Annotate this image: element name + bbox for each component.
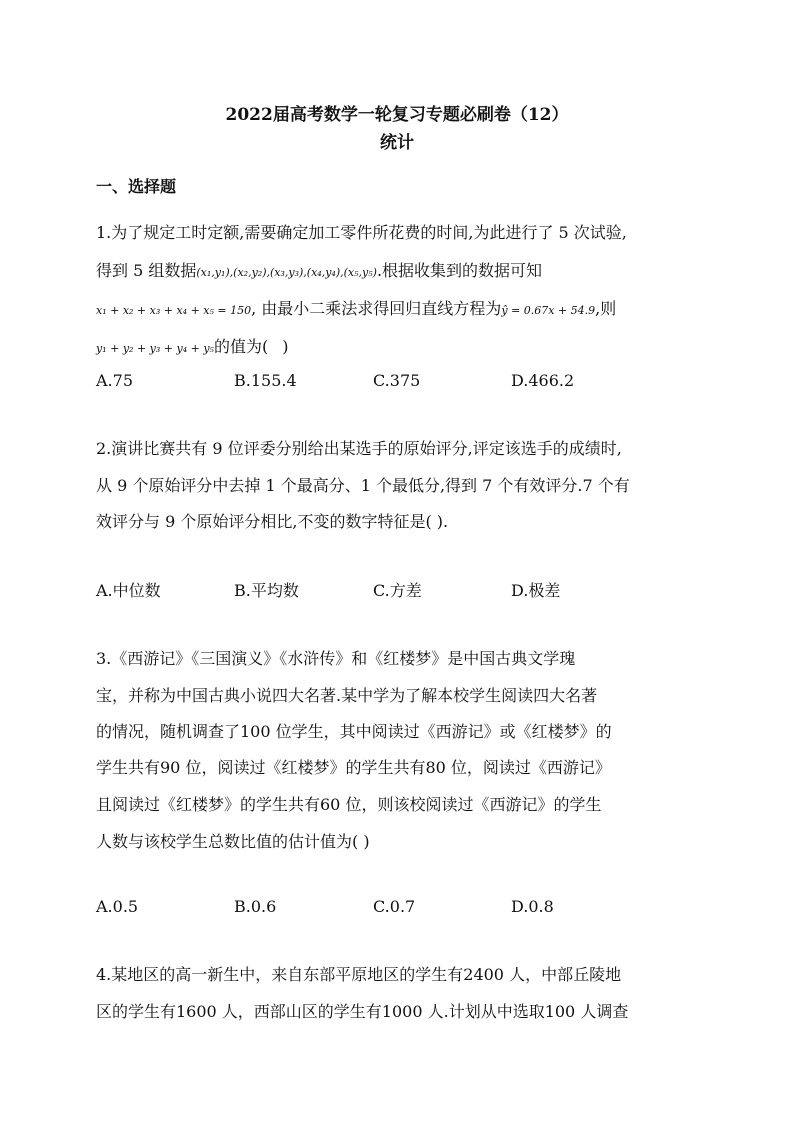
q3-line-2: 宝，并称为中国古典小说四大名著.某中学为了解本校学生阅读四大名著 (96, 686, 598, 705)
q1-line-3-suffix: ,则 (595, 299, 617, 318)
q1-line-3-mid: , 由最小二乘法求得回归直线方程为 (251, 299, 502, 318)
q1-option-b: B.155.4 (234, 371, 297, 390)
q1-option-d: D.466.2 (511, 371, 575, 390)
q2-line-3: 效评分与 9 个原始评分相比,不变的数字特征是( ). (96, 512, 449, 531)
q3-line-4: 学生共有90 位，阅读过《红楼梦》的学生共有80 位，阅读过《西游记》 (96, 758, 611, 777)
q1-data-points-formula: (x₁,y₁),(x₂,y₂),(x₃,y₃),(x₄,y₄),(x₅,y₅) (196, 266, 377, 279)
page-subtitle: 统计 (380, 133, 414, 153)
q1-line-4-close: ) (282, 337, 289, 356)
q3-option-b: B.0.6 (234, 897, 277, 916)
q1-line-4 (96, 334, 288, 357)
q1-line-3 (96, 296, 616, 319)
q1-line-2-prefix: 得到 5 组数据 (96, 261, 197, 280)
q3-line-5: 且阅读过《红楼梦》的学生共有60 位，则该校阅读过《西游记》的学生 (96, 795, 602, 814)
q3-line-6: 人数与该校学生总数比值的估计值为( ) (96, 832, 370, 851)
q4-line-2: 区的学生有1600 人，西部山区的学生有1000 人.计划从中选取100 人调查 (96, 1002, 629, 1021)
q1-sum-y-formula: y₁ + y₂ + y₃ + y₄ + y₅ (96, 342, 214, 355)
q1-line-2 (96, 258, 542, 281)
q3-line-3: 的情况，随机调查了100 位学生，其中阅读过《西游记》或《红楼梦》的 (96, 722, 612, 741)
q3-option-c: C.0.7 (373, 897, 416, 916)
q1-line-1: 1.为了规定工时定额,需要确定加工零件所花费的时间,为此进行了 5 次试验, (96, 223, 627, 242)
q1-sum-x-formula: x₁ + x₂ + x₃ + x₄ + x₅ = 150 (96, 304, 252, 317)
q1-regression-formula: ŷ = 0.67x + 54.9 (501, 304, 596, 317)
q2-option-b: B.平均数 (234, 581, 299, 600)
q2-option-d: D.极差 (511, 581, 561, 600)
q3-line-1: 3.《西游记》《三国演义》《水浒传》和《红楼梦》是中国古典文学瑰 (96, 649, 576, 668)
q1-line-4-suffix: 的值为( (213, 337, 269, 356)
q3-option-d: D.0.8 (511, 897, 554, 916)
q2-line-2: 从 9 个原始评分中去掉 1 个最高分、1 个最低分,得到 7 个有效评分.7 个有 (96, 476, 630, 495)
q2-option-c: C.方差 (373, 581, 422, 600)
q4-line-1: 4.某地区的高一新生中，来自东部平原地区的学生有2400 人，中部丘陵地 (96, 965, 622, 984)
q1-line-2-suffix: .根据收集到的数据可知 (376, 261, 543, 280)
q3-option-a: A.0.5 (96, 897, 139, 916)
q2-option-a: A.中位数 (96, 581, 161, 600)
q2-line-1: 2.演讲比赛共有 9 位评委分别给出某选手的原始评分,评定该选手的成绩时, (96, 439, 622, 458)
page-title: 2022届高考数学一轮复习专题必刷卷（12） (225, 105, 569, 125)
section-heading: 一、选择题 (96, 177, 177, 196)
q1-option-a: A.75 (96, 371, 133, 390)
q1-option-c: C.375 (373, 371, 421, 390)
